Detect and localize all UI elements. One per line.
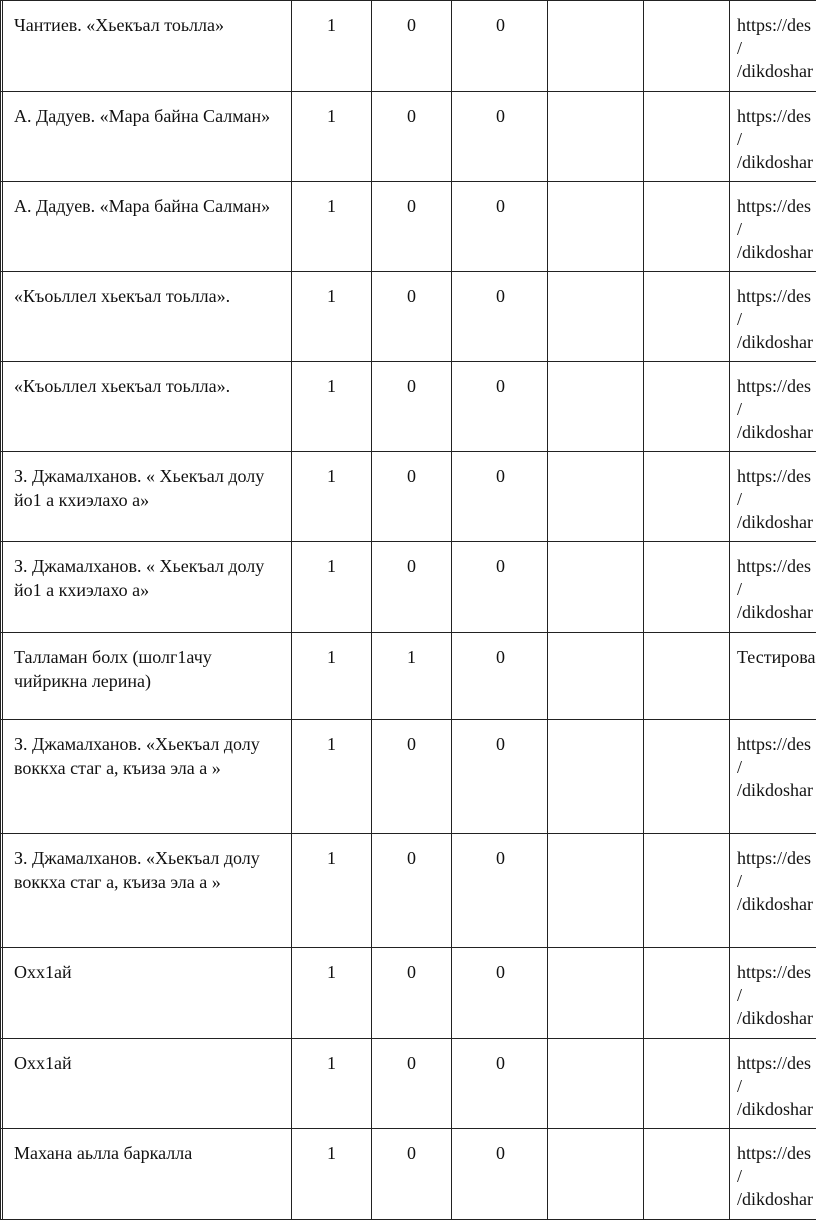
date-cell bbox=[548, 633, 644, 720]
resource-link[interactable]: https://des bbox=[737, 1143, 812, 1163]
lesson-title-cell: З. Джамалханов. «Хьекъал долу воккха стаг а, къиза эла а » bbox=[3, 834, 292, 948]
resource-link-line[interactable]: /dikdoshar bbox=[737, 422, 813, 442]
resource-link-line[interactable]: / bbox=[737, 489, 743, 509]
control-work-cell: 0 bbox=[372, 92, 452, 182]
resource-cell bbox=[730, 834, 816, 948]
resource-cell bbox=[730, 92, 816, 182]
resource-link-line[interactable]: / bbox=[737, 1076, 743, 1096]
table-row bbox=[1, 452, 816, 542]
resource-link[interactable]: https://des bbox=[737, 15, 812, 35]
resource-link-line[interactable]: / bbox=[737, 757, 743, 777]
notes-cell bbox=[644, 633, 730, 720]
lesson-title-cell: Охх1ай bbox=[3, 1039, 292, 1129]
resource-link[interactable]: https://des bbox=[737, 376, 812, 396]
resource-cell bbox=[730, 720, 816, 834]
date-cell bbox=[548, 272, 644, 362]
control-work-cell: 0 bbox=[372, 948, 452, 1039]
date-cell bbox=[548, 362, 644, 452]
date-cell bbox=[548, 720, 644, 834]
resource-cell bbox=[730, 182, 816, 272]
control-work-cell: 0 bbox=[372, 1129, 452, 1220]
notes-cell bbox=[644, 834, 730, 948]
practice-work-cell: 0 bbox=[452, 182, 548, 272]
date-cell bbox=[548, 182, 644, 272]
hours-cell: 1 bbox=[292, 633, 372, 720]
resource-link[interactable]: https://des bbox=[737, 1053, 812, 1073]
resource-link[interactable]: https://des bbox=[737, 848, 812, 868]
hours-cell: 1 bbox=[292, 1129, 372, 1220]
resource-link-line[interactable]: / bbox=[737, 1166, 743, 1186]
table-row bbox=[1, 1129, 816, 1220]
hours-cell: 1 bbox=[292, 542, 372, 633]
lesson-title-cell: А. Дадуев. «Мара байна Салман» bbox=[3, 92, 292, 182]
table-row bbox=[1, 362, 816, 452]
resource-link[interactable]: https://des bbox=[737, 286, 812, 306]
hours-cell: 1 bbox=[292, 92, 372, 182]
notes-cell bbox=[644, 1129, 730, 1220]
resource-link-line[interactable]: /dikdoshar bbox=[737, 61, 813, 81]
table-row bbox=[1, 542, 816, 633]
lesson-title-cell: А. Дадуев. «Мара байна Салман» bbox=[3, 182, 292, 272]
practice-work-cell: 0 bbox=[452, 633, 548, 720]
resource-link-line[interactable]: / bbox=[737, 871, 743, 891]
hours-cell: 1 bbox=[292, 948, 372, 1039]
date-cell bbox=[548, 948, 644, 1039]
table-row bbox=[1, 720, 816, 834]
lesson-title-cell: «Къоьллел хьекъал тоьлла». bbox=[3, 362, 292, 452]
lesson-title-cell: Охх1ай bbox=[3, 948, 292, 1039]
lesson-title-cell: Талламан болх (шолг1ачу чийрикна лерина) bbox=[3, 633, 292, 720]
practice-work-cell: 0 bbox=[452, 1, 548, 92]
notes-cell bbox=[644, 182, 730, 272]
resource-cell bbox=[730, 272, 816, 362]
practice-work-cell: 0 bbox=[452, 1039, 548, 1129]
hours-cell: 1 bbox=[292, 182, 372, 272]
lesson-title-cell: З. Джамалханов. «Хьекъал долу воккха стаг а, къиза эла а » bbox=[3, 720, 292, 834]
table-body bbox=[1, 1, 816, 1220]
date-cell bbox=[548, 542, 644, 633]
resource-link[interactable]: https://des bbox=[737, 962, 812, 982]
resource-link: Тестирова bbox=[737, 647, 816, 667]
notes-cell bbox=[644, 1, 730, 92]
practice-work-cell: 0 bbox=[452, 272, 548, 362]
practice-work-cell: 0 bbox=[452, 542, 548, 633]
resource-link[interactable]: https://des bbox=[737, 734, 812, 754]
table-row bbox=[1, 834, 816, 948]
hours-cell: 1 bbox=[292, 1, 372, 92]
resource-cell bbox=[730, 633, 816, 720]
resource-cell bbox=[730, 1129, 816, 1220]
practice-work-cell: 0 bbox=[452, 362, 548, 452]
hours-cell: 1 bbox=[292, 720, 372, 834]
practice-work-cell: 0 bbox=[452, 948, 548, 1039]
resource-link-line[interactable]: /dikdoshar bbox=[737, 894, 813, 914]
resource-cell bbox=[730, 948, 816, 1039]
notes-cell bbox=[644, 92, 730, 182]
practice-work-cell: 0 bbox=[452, 720, 548, 834]
resource-cell bbox=[730, 362, 816, 452]
resource-link-line[interactable]: / bbox=[737, 985, 743, 1005]
control-work-cell: 0 bbox=[372, 542, 452, 633]
table-row bbox=[1, 182, 816, 272]
hours-cell: 1 bbox=[292, 452, 372, 542]
notes-cell bbox=[644, 362, 730, 452]
date-cell bbox=[548, 92, 644, 182]
control-work-cell: 0 bbox=[372, 1, 452, 92]
resource-link-line[interactable]: / bbox=[737, 399, 743, 419]
resource-link-line[interactable]: /dikdoshar bbox=[737, 242, 813, 262]
resource-link-line[interactable]: / bbox=[737, 309, 743, 329]
lesson-title-cell: З. Джамалханов. « Хьекъал долу йо1 а кхиэлахо а» bbox=[3, 452, 292, 542]
practice-work-cell: 0 bbox=[452, 1129, 548, 1220]
date-cell bbox=[548, 1129, 644, 1220]
resource-link-line[interactable]: / bbox=[737, 129, 743, 149]
resource-cell bbox=[730, 452, 816, 542]
resource-link-line[interactable]: / bbox=[737, 579, 743, 599]
resource-link[interactable]: https://des bbox=[737, 556, 812, 576]
control-work-cell: 0 bbox=[372, 720, 452, 834]
table-row bbox=[1, 1, 816, 92]
resource-cell bbox=[730, 1, 816, 92]
resource-link[interactable]: https://des bbox=[737, 466, 812, 486]
resource-cell bbox=[730, 1039, 816, 1129]
date-cell bbox=[548, 834, 644, 948]
resource-link-line[interactable]: /dikdoshar bbox=[737, 152, 813, 172]
notes-cell bbox=[644, 720, 730, 834]
resource-link-line[interactable]: / bbox=[737, 219, 743, 239]
resource-link-line[interactable]: /dikdoshar bbox=[737, 780, 813, 800]
control-work-cell: 0 bbox=[372, 182, 452, 272]
date-cell bbox=[548, 452, 644, 542]
lesson-title-cell: Чантиев. «Хьекъал тоьлла» bbox=[3, 1, 292, 92]
practice-work-cell: 0 bbox=[452, 834, 548, 948]
hours-cell: 1 bbox=[292, 272, 372, 362]
resource-link-line[interactable]: /dikdoshar bbox=[737, 1189, 813, 1209]
practice-work-cell: 0 bbox=[452, 92, 548, 182]
resource-link-line[interactable]: /dikdoshar bbox=[737, 512, 813, 532]
hours-cell: 1 bbox=[292, 362, 372, 452]
table-row bbox=[1, 92, 816, 182]
table-row bbox=[1, 948, 816, 1039]
table-row bbox=[1, 272, 816, 362]
control-work-cell: 1 bbox=[372, 633, 452, 720]
notes-cell bbox=[644, 542, 730, 633]
control-work-cell: 0 bbox=[372, 272, 452, 362]
resource-cell bbox=[730, 542, 816, 633]
date-cell bbox=[548, 1039, 644, 1129]
notes-cell bbox=[644, 452, 730, 542]
resource-link[interactable]: https://des bbox=[737, 196, 812, 216]
lesson-title-cell: «Къоьллел хьекъал тоьлла». bbox=[3, 272, 292, 362]
hours-cell: 1 bbox=[292, 834, 372, 948]
resource-link-line[interactable]: /dikdoshar bbox=[737, 602, 813, 622]
notes-cell bbox=[644, 272, 730, 362]
resource-link-line[interactable]: /dikdoshar bbox=[737, 1008, 813, 1028]
control-work-cell: 0 bbox=[372, 834, 452, 948]
hours-cell: 1 bbox=[292, 1039, 372, 1129]
notes-cell bbox=[644, 948, 730, 1039]
practice-work-cell: 0 bbox=[452, 452, 548, 542]
table-row bbox=[1, 633, 816, 720]
resource-link-line[interactable]: /dikdoshar bbox=[737, 332, 813, 352]
resource-link-line[interactable]: / bbox=[737, 38, 743, 58]
table-row bbox=[1, 1039, 816, 1129]
resource-link-line[interactable]: /dikdoshar bbox=[737, 1099, 813, 1119]
notes-cell bbox=[644, 1039, 730, 1129]
lesson-title-cell: Махана аьлла баркалла bbox=[3, 1129, 292, 1220]
control-work-cell: 0 bbox=[372, 362, 452, 452]
resource-link[interactable]: https://des bbox=[737, 106, 812, 126]
date-cell bbox=[548, 1, 644, 92]
control-work-cell: 0 bbox=[372, 1039, 452, 1129]
lesson-title-cell: З. Джамалханов. « Хьекъал долу йо1 а кхиэлахо а» bbox=[3, 542, 292, 633]
control-work-cell: 0 bbox=[372, 452, 452, 542]
